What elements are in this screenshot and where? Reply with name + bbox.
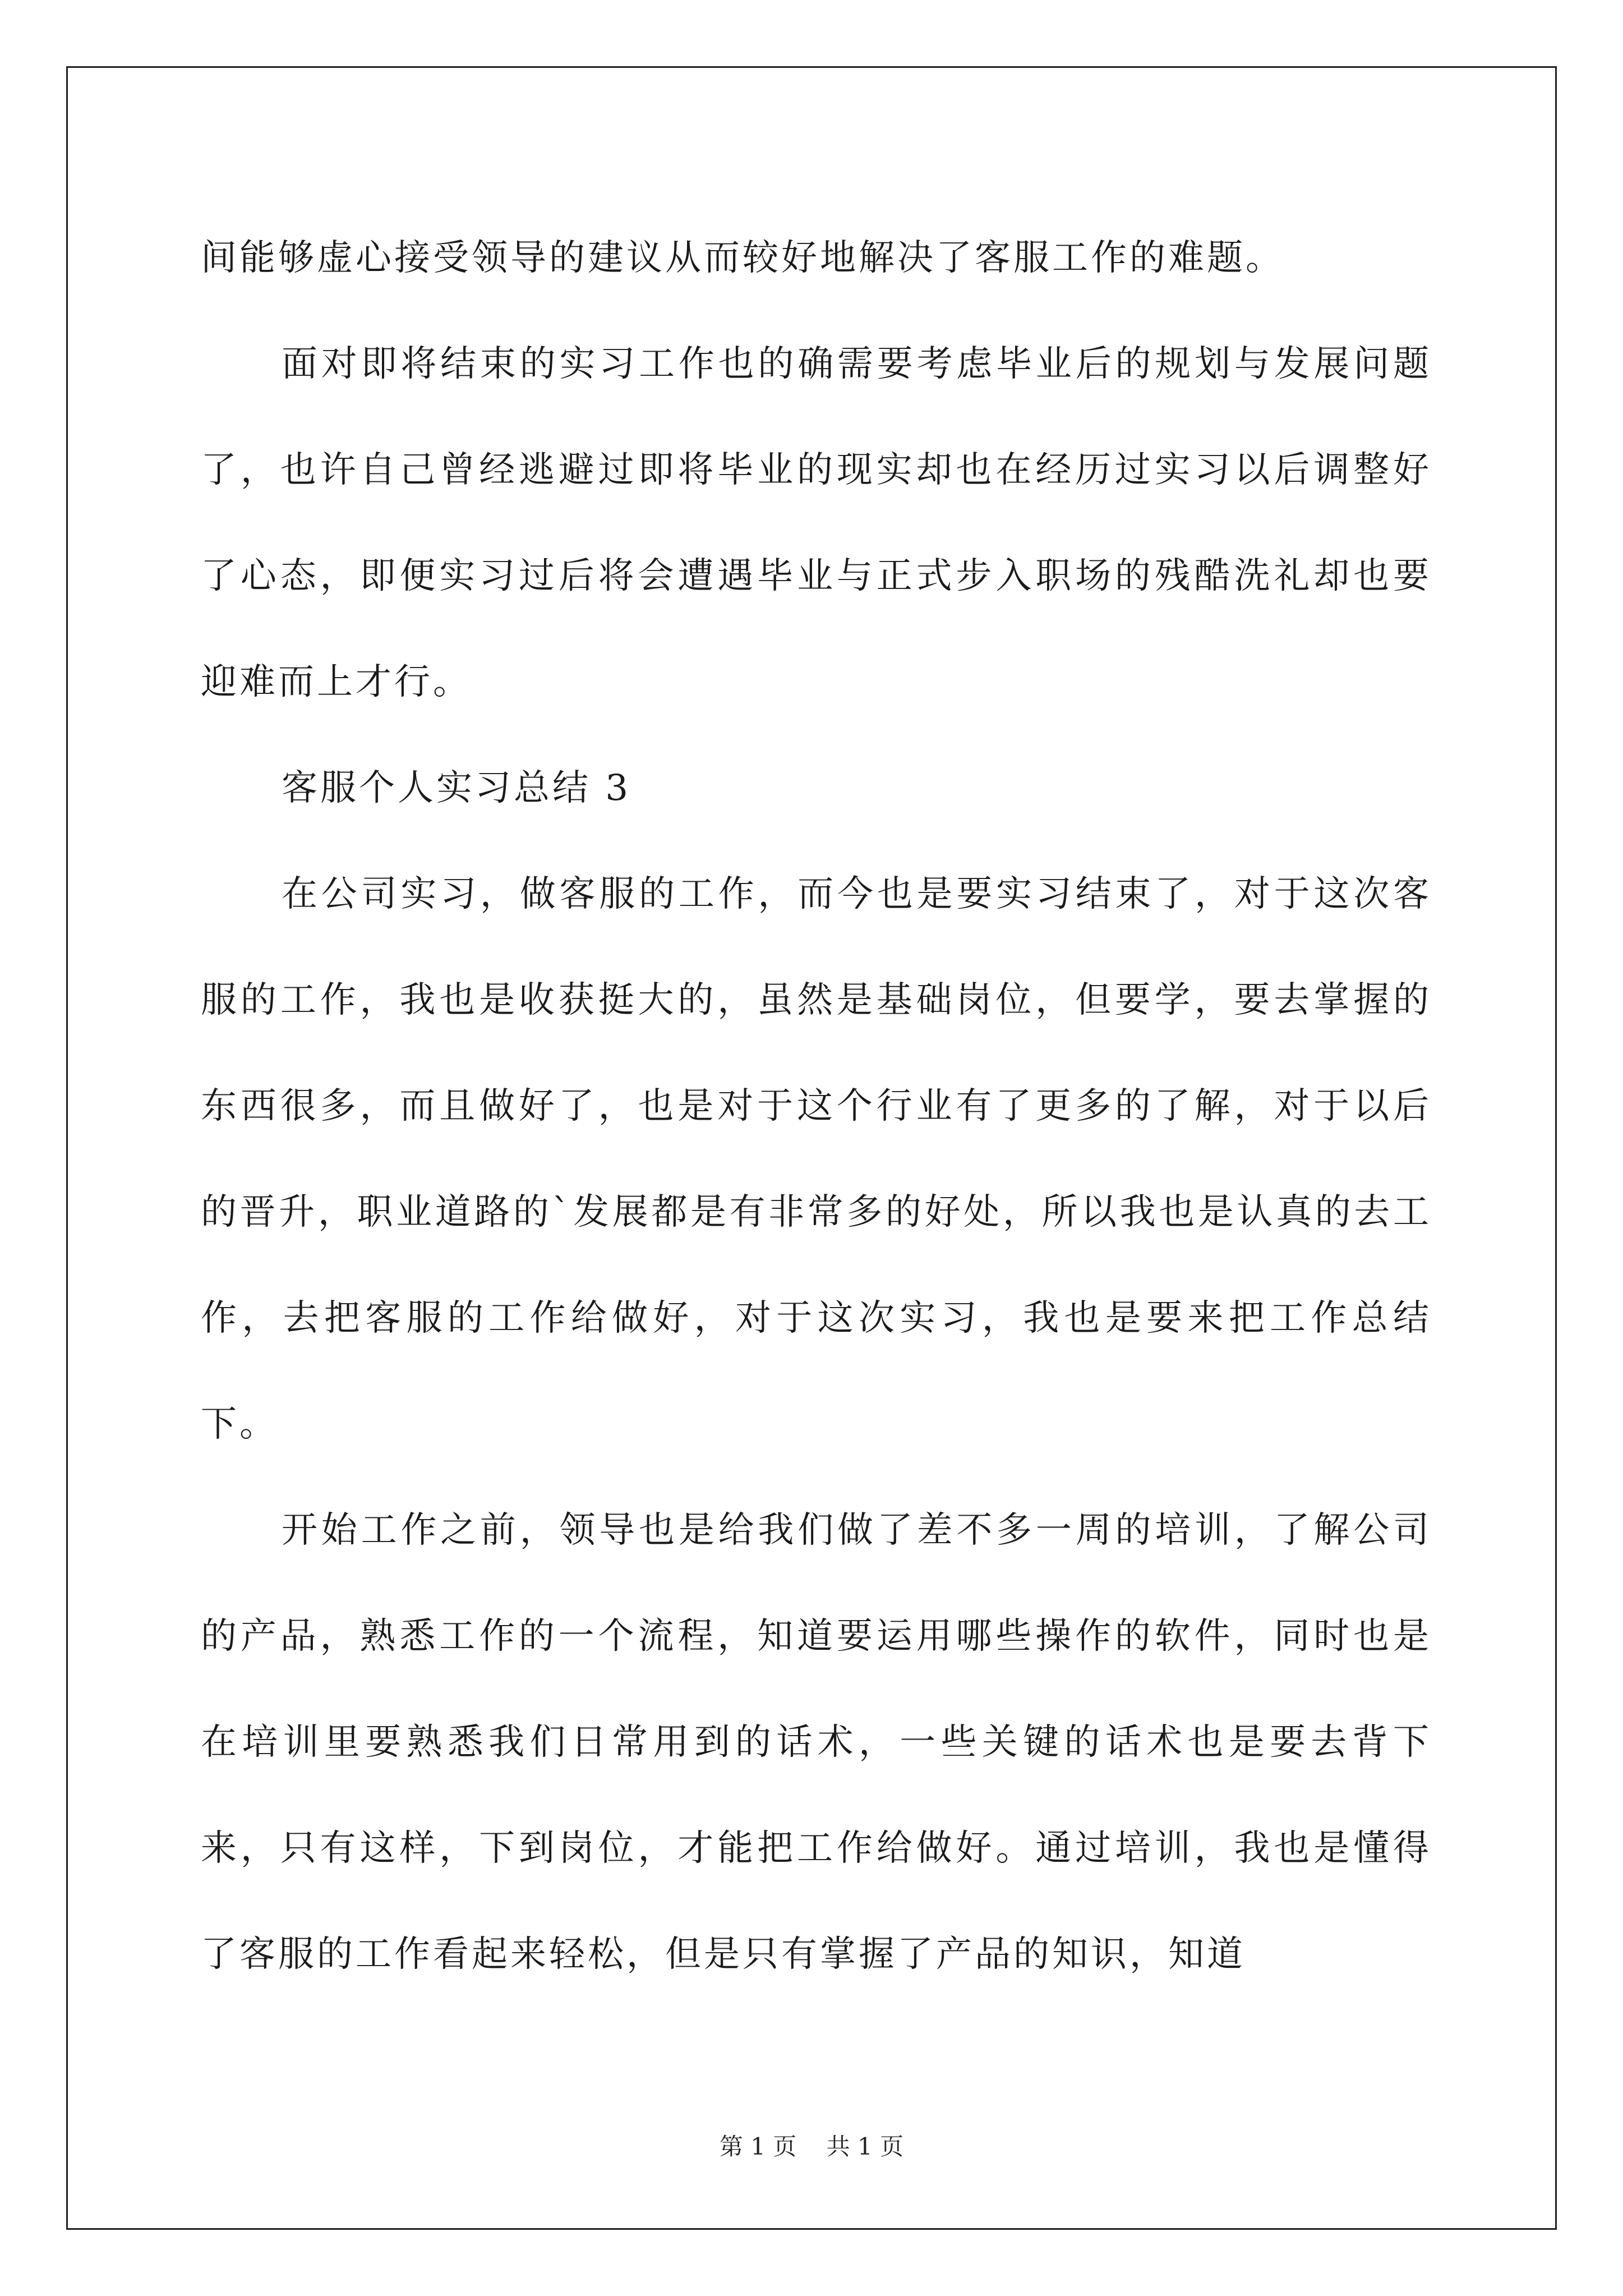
page-total: 共 1 页 — [826, 2133, 904, 2160]
page-number: 第 1 页 — [719, 2133, 797, 2160]
section-heading: 客服个人实习总结 3 — [282, 767, 631, 809]
paragraph-2: 面对即将结束的实习工作也的确需要考虑毕业后的规划与发展问题了，也许自己曾经逃避过即将毕业的现实却也在经历过实习以后调整好了心态，即便实习过后将会遭遇毕业与正式步入职场的残酷洗礼却也要迎难而上才行。 — [201, 343, 1432, 703]
document-body — [201, 205, 1432, 2008]
paragraph-1: 间能够虚心接受领导的建议从而较好地解决了客服工作的难题。 — [201, 237, 1284, 279]
paragraph-3: 在公司实习，做客服的工作，而今也是要实习结束了，对于这次客服的工作，我也是收获挺大的，虽然是基础岗位，但要学，要去掌握的东西很多，而且做好了，也是对于这个行业有了更多的了解，对于以后的晋升，职业道路的`发展都是有非常多的好处，所以我也是认真的去工作，去把客服的工作给做好，对于这次实习，我也是要来把工作总结下。 — [201, 873, 1432, 1445]
paragraph-4: 开始工作之前，领导也是给我们做了差不多一周的培训，了解公司的产品，熟悉工作的一个流程，知道要运用哪些操作的软件，同时也是在培训里要熟悉我们日常用到的话术，一些关键的话术也是要去背下来，只有这样，下到岗位，才能把工作给做好。通过培训，我也是懂得了客服的工作看起来轻松，但是只有掌握了产品的知识，知道 — [201, 1510, 1432, 1975]
page-footer — [0, 2128, 1623, 2162]
